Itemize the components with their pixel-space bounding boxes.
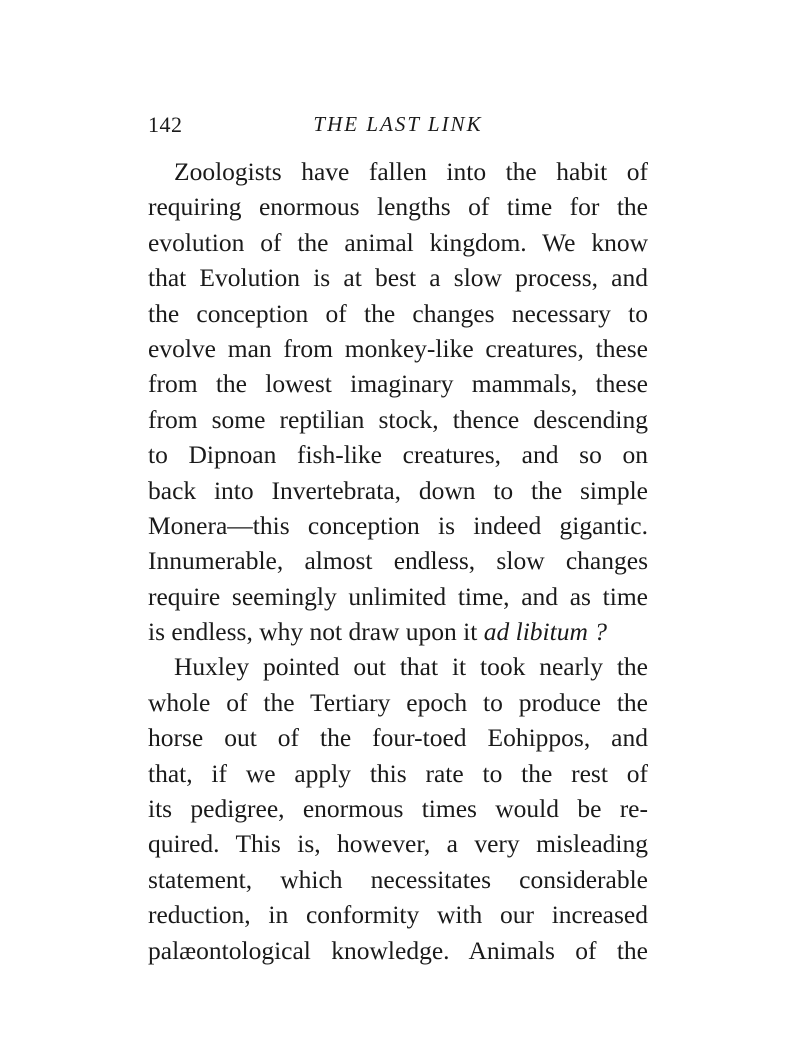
- text-line: Monera—this conception is indeed gigantic.: [148, 510, 648, 540]
- text-line: evolution of the animal kingdom. We know: [148, 227, 648, 257]
- text-line: Innumerable, almost endless, slow changes: [148, 546, 648, 576]
- text-line: requiring enormous lengths of time for the: [148, 192, 648, 222]
- text-line: reduction, in conformity with our increased: [148, 900, 648, 930]
- text-line: palæontological knowledge. Animals of the: [148, 935, 648, 965]
- italic-phrase: ad libitum ?: [483, 617, 607, 647]
- text-line: to Dipnoan fish-like creatures, and so on: [148, 440, 648, 470]
- page-number: 142: [148, 112, 183, 137]
- body-text: [148, 154, 648, 968]
- running-head: [148, 112, 648, 142]
- text-line: its pedigree, enormous times would be re-: [148, 794, 648, 824]
- text-line: statement, which necessitates considerable: [148, 864, 648, 894]
- text-line-final: [148, 614, 648, 649]
- text-line: Huxley pointed out that it took nearly the: [174, 652, 648, 682]
- text-line: Zoologists have fallen into the habit of: [174, 157, 648, 186]
- text-line: from the lowest imaginary mammals, these: [148, 369, 648, 399]
- text-line: evolve man from monkey-like creatures, these: [148, 333, 648, 363]
- running-title: THE LAST LINK: [313, 112, 483, 136]
- text-line: require seemingly unlimited time, and as time: [148, 581, 648, 611]
- text-line: the conception of the changes necessary to: [148, 298, 648, 328]
- text-line: whole of the Tertiary epoch to produce the: [148, 687, 648, 717]
- text-line: that, if we apply this rate to the rest of: [148, 758, 648, 788]
- text-line: horse out of the four-toed Eohippos, and: [148, 723, 648, 753]
- text-line: quired. This is, however, a very misleading: [148, 829, 648, 859]
- text-line: back into Invertebrata, down to the simple: [148, 475, 648, 505]
- text-line: from some reptilian stock, thence descending: [148, 404, 648, 434]
- text-line-final-prefix: is endless, why not draw upon it: [148, 617, 484, 647]
- text-line: that Evolution is at best a slow process, and: [148, 263, 648, 293]
